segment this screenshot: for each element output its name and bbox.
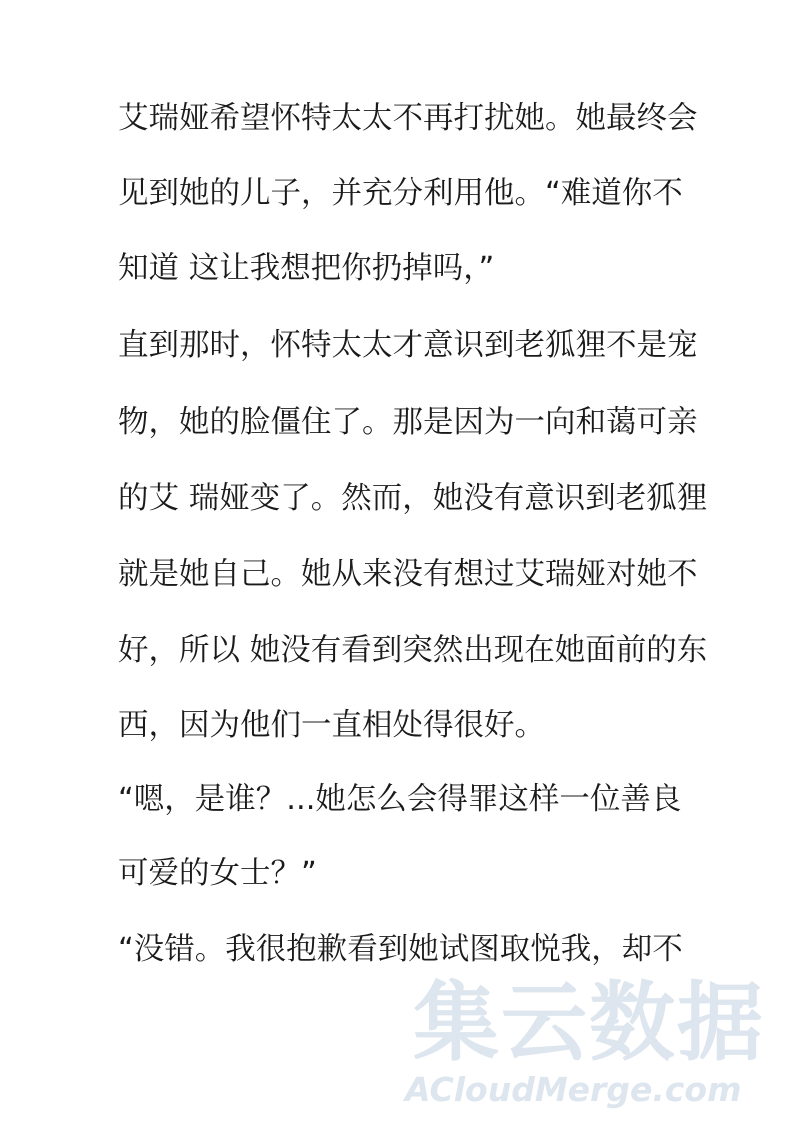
text-line: 直到那时，怀特太太才意识到老狐狸不是宠 [118, 328, 698, 363]
text-line: 知道 这让我想把你扔掉吗，” [118, 251, 495, 286]
text-line: 艾瑞娅希望怀特太太不再打扰她。她最终会 [118, 101, 698, 136]
text-line: 见到她的儿子，并充分利用他。“难道你不 [118, 176, 683, 211]
watermark-chinese-text: 集云数据 [413, 973, 765, 1073]
text-line: 可爱的女士？” [118, 856, 317, 891]
text-line: 就是她自己。她从来没有想过艾瑞娅对她不 [118, 557, 698, 592]
text-line: 的艾 瑞娅变了。然而，她没有意识到老狐狸 [118, 481, 708, 516]
text-line: 好，所以 她没有看到突然出现在她面前的东 [118, 633, 708, 668]
text-line: 西，因为他们一直相处得很好。 [118, 708, 545, 743]
watermark [405, 975, 785, 1115]
text-line: “没错。我很抱歉看到她试图取悦我，却不 [118, 932, 683, 967]
watermark-english-text: ACloudMerge.com [405, 1070, 742, 1109]
text-line: 物，她的脸僵住了。那是因为一向和蔼可亲 [118, 405, 698, 440]
text-line: “嗯，是谁？...她怎么会得罪这样一位善良 [118, 782, 682, 817]
